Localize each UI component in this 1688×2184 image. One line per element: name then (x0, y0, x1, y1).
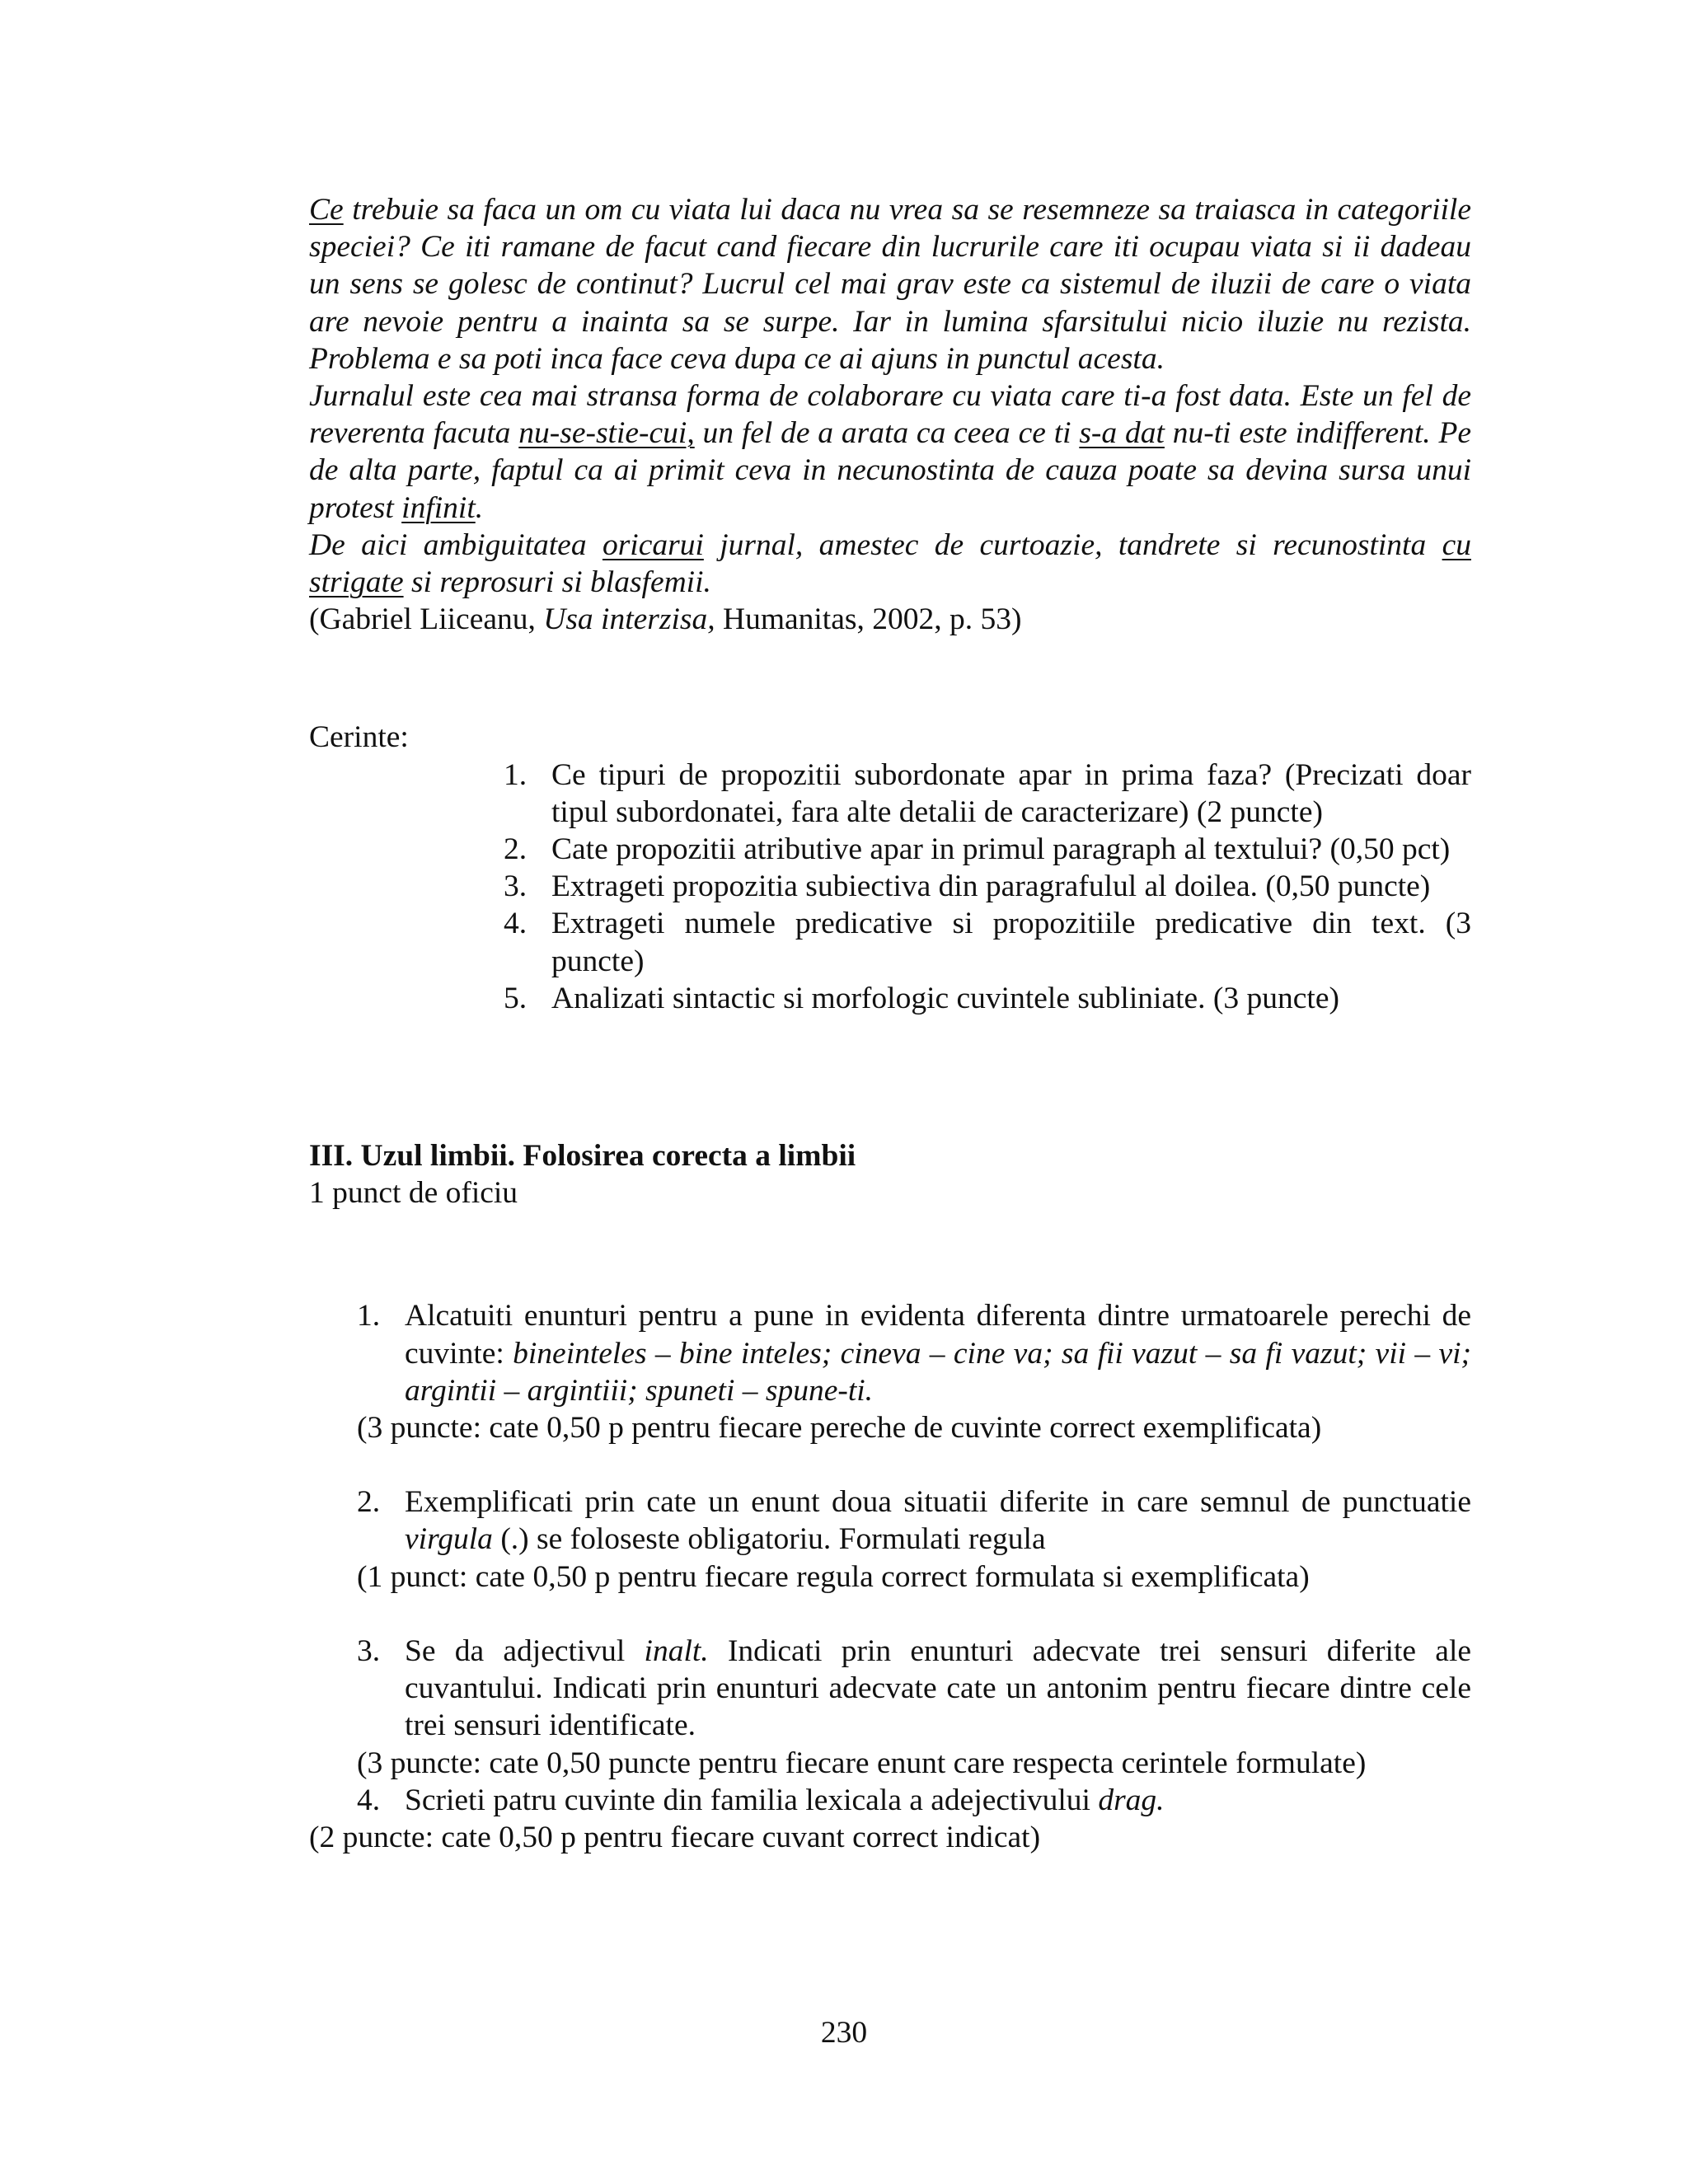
exercise-3 (357, 1633, 1471, 1745)
paragraph-text: nu-ti este indifferent. Pe de alta parte, faptul ca ai primit ceva in necunostinta de cauza poate sa devina sursa unui protest (309, 416, 1472, 525)
item-text: Exemplificati prin cate un enunt doua situatii diferite in care semnul de punctuatie (405, 1485, 1471, 1520)
item-text: Extrageti propozitia subiectiva din paragrafulul al doilea. (0,50 puncte) (551, 869, 1431, 904)
exercises (309, 1297, 1471, 1856)
item-text: Ce tipuri de propozitii subordonate apar in prima faza? (Precizati doar tipul subordonatei, fara alte detalii de caracterizare) (2 puncte) (551, 757, 1471, 829)
passage-paragraph-1 (309, 191, 1471, 377)
exercise-score: (1 punct: cate 0,50 p pentru fiecare regula correct formulata si exemplificata) (357, 1559, 1310, 1594)
item-number: 3. (504, 869, 528, 904)
passage-paragraph-3 (309, 527, 1471, 601)
list-item (504, 831, 1471, 868)
exercise-2 (357, 1483, 1471, 1558)
underlined-word: infinit (401, 490, 476, 525)
paragraph-text: De aici ambiguitatea (309, 527, 603, 562)
item-number: 1. (504, 757, 528, 792)
item-text: Extrageti numele predicative si propozitiile predicative din text. (3 puncte) (551, 907, 1471, 978)
list-item (504, 868, 1471, 905)
item-number: 3. (357, 1633, 381, 1668)
exercise-4 (357, 1782, 1471, 1819)
word-pairs: bineinteles – bine inteles; cineva – cine va; sa fii vazut – sa fi vazut; vii – vi; argintii – argintiii; spuneti – spune-ti. (405, 1336, 1472, 1408)
underlined-word: s-a dat (1079, 416, 1165, 451)
item-number: 4. (357, 1783, 381, 1817)
item-text: Alcatuiti enunturi pentru a pune in evidenta diferenta dintre urmatoarele perechi de cuvinte: (405, 1299, 1471, 1371)
item-term: drag. (1098, 1783, 1165, 1817)
citation-text: (Gabriel Liiceanu, (309, 602, 544, 637)
section-title: III. Uzul limbii. Folosirea corecta a limbii (309, 1139, 856, 1174)
list-item (504, 980, 1471, 1017)
page-number: 230 (820, 2016, 868, 2050)
section-subtitle: 1 punct de oficiu (309, 1176, 518, 1211)
paragraph-text: trebuie sa faca un om cu viata lui daca nu vrea sa se resemneze sa traiasca in categoriile speciei? Ce iti ramane de facut cand fiecare din lucrurile care iti ocupau viata si ii dadeau un sens se golesc de continut? Lucrul cel mai grav este ca sistemul de iluzii de care o viata are nevoie pentru a inainta sa se surpe. Iar in lumina sfarsitului nicio iluzie nu rezista. Problema e sa poti inca face ceva dupa ce ai ajuns in punctul acesta. (309, 193, 1471, 376)
paragraph-text: . (475, 490, 484, 525)
item-text: (.) se foloseste obligatoriu. Formulati regula (492, 1522, 1046, 1557)
item-number: 2. (357, 1485, 381, 1520)
underlined-word: nu-se-stie-cui, (518, 416, 695, 451)
source-citation (309, 601, 1471, 638)
item-number: 5. (504, 981, 528, 1015)
underlined-word: Ce (309, 193, 344, 227)
paragraph-text: un fel de a arata ca ceea ce ti (694, 416, 1080, 451)
citation-book-title: Usa interzisa, (543, 602, 715, 637)
item-text: Indicati prin enunturi adecvate trei sensuri diferite ale cuvantului. Indicati prin enunturi adecvate cate un antonim pentru fiecare dintre cele trei sensuri identificate. (405, 1633, 1472, 1743)
paragraph-text: Jurnalul este cea mai stransa forma de colaborare cu viata care ti-a fost data. Este un fel de reverenta facuta (309, 379, 1471, 451)
list-item (504, 757, 1471, 831)
citation-text: Humanitas, 2002, p. 53) (715, 602, 1022, 637)
exercise-score: (3 puncte: cate 0,50 p pentru fiecare pereche de cuvinte correct exemplificata) (357, 1411, 1322, 1446)
paragraph-text: si reprosuri si blasfemii. (403, 565, 711, 600)
underlined-word: cu strigate (309, 527, 1471, 600)
exercise-score: (2 puncte: cate 0,50 p pentru fiecare cuvant correct indicat) (309, 1820, 1041, 1854)
page-content (309, 191, 1471, 1856)
requirements-list (309, 757, 1471, 1017)
item-term: inalt. (644, 1633, 709, 1668)
item-number: 4. (504, 907, 528, 941)
item-text: Scrieti patru cuvinte din familia lexicala a adejectivului (405, 1783, 1099, 1817)
underlined-word: oricarui (602, 527, 704, 562)
requirements-label: Cerinte: (309, 720, 409, 755)
list-item (504, 905, 1471, 979)
item-number: 1. (357, 1299, 381, 1333)
passage (309, 191, 1471, 601)
passage-paragraph-2 (309, 377, 1471, 527)
exercise-score: (3 puncte: cate 0,50 puncte pentru fiecare enunt care respecta cerintele formulate) (357, 1746, 1367, 1780)
paragraph-text: jurnal, amestec de curtoazie, tandrete si recunostinta (703, 527, 1442, 562)
item-term: virgula (405, 1522, 493, 1557)
item-text: Analizati sintactic si morfologic cuvintele subliniate. (3 puncte) (551, 981, 1339, 1015)
item-text: Se da adjectivul (405, 1633, 645, 1668)
item-text: Cate propozitii atributive apar in primul paragraph al textului? (0,50 pct) (551, 832, 1451, 867)
item-number: 2. (504, 832, 528, 867)
exercise-1 (357, 1297, 1471, 1409)
